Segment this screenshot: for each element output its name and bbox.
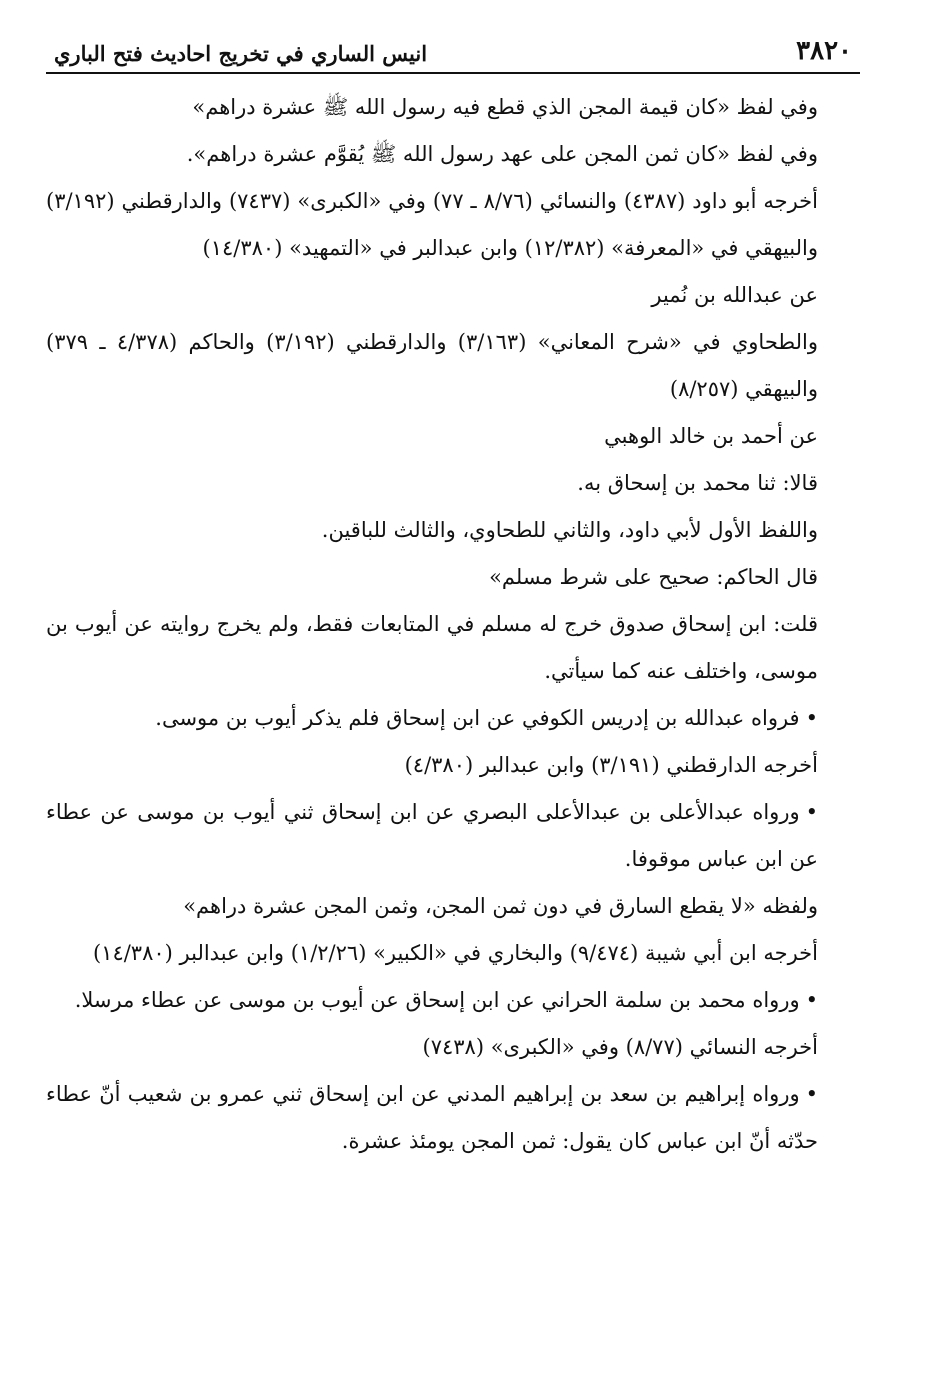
paragraph-text: أخرجه ابن أبي شيبة (٩/٤٧٤) والبخاري في «الكبير» (١/٢/٢٦) وابن عبدالبر (١٤/٣٨٠)	[92, 941, 818, 965]
paragraph	[46, 460, 860, 507]
bullet-icon: •	[805, 988, 818, 1012]
paragraph	[46, 272, 860, 319]
paragraph-text: قال الحاكم: صحيح على شرط مسلم»	[489, 565, 818, 589]
paragraph-text: وفي لفظ «كان ثمن المجن على عهد رسول الله ﷺ يُقوَّم عشرة دراهم».	[186, 142, 818, 166]
paragraph	[46, 554, 860, 601]
paragraph-text: قلت: ابن إسحاق صدوق خرج له مسلم في المتابعات فقط، ولم يخرج روايته عن أيوب بن موسى، واختلف عنه كما سيأتي.	[46, 612, 818, 683]
paragraph	[46, 131, 860, 178]
paragraph	[46, 178, 860, 272]
paragraph	[46, 883, 860, 930]
paragraph-text: ورواه محمد بن سلمة الحراني عن ابن إسحاق عن أيوب بن موسى عن عطاء مرسلا.	[74, 988, 800, 1012]
paragraph	[46, 930, 860, 977]
paragraph-text: ورواه إبراهيم بن سعد بن إبراهيم المدني عن ابن إسحاق ثني عمرو بن شعيب أنّ عطاء حدّثه أنّ ابن عباس كان يقول: ثمن المجن يومئذ عشرة.	[46, 1082, 818, 1153]
paragraph-text: قالا: ثنا محمد بن إسحاق به.	[577, 471, 818, 495]
bullet-icon: •	[805, 1082, 818, 1106]
page-number: ٣٨٢٠	[796, 36, 852, 66]
paragraph-text: وفي لفظ «كان قيمة المجن الذي قطع فيه رسول الله ﷺ عشرة دراهم»	[192, 95, 818, 119]
bullet-icon: •	[805, 800, 818, 824]
paragraph	[46, 507, 860, 554]
paragraph	[46, 84, 860, 131]
bullet-icon: •	[805, 706, 818, 730]
page-header	[46, 30, 860, 74]
paragraph-text: ولفظه «لا يقطع السارق في دون ثمن المجن، وثمن المجن عشرة دراهم»	[183, 894, 818, 918]
paragraph-text: والطحاوي في «شرح المعاني» (٣/١٦٣) والدارقطني (٣/١٩٢) والحاكم (٤/٣٧٨ ـ ٣٧٩) والبيهقي (٨/٢٥٧)	[46, 330, 818, 401]
paragraph	[46, 742, 860, 789]
paragraph	[46, 601, 860, 695]
paragraph	[46, 789, 860, 883]
paragraph-text: عن عبدالله بن نُمير	[651, 283, 818, 307]
paragraph-text: واللفظ الأول لأبي داود، والثاني للطحاوي، والثالث للباقين.	[321, 518, 818, 542]
paragraph-text: عن أحمد بن خالد الوهبي	[604, 424, 818, 448]
paragraph	[46, 1024, 860, 1071]
paragraph	[46, 695, 860, 742]
paragraph	[46, 977, 860, 1024]
paragraph	[46, 319, 860, 413]
paragraph-text: أخرجه النسائي (٨/٧٧) وفي «الكبرى» (٧٤٣٨)	[422, 1035, 818, 1059]
paragraph	[46, 1071, 860, 1165]
paragraph-text: ورواه عبدالأعلى بن عبدالأعلى البصري عن ابن إسحاق ثني أيوب بن موسى عن عطاء عن ابن عباس موقوفا.	[46, 800, 818, 871]
page-body	[46, 84, 860, 1165]
paragraph	[46, 413, 860, 460]
paragraph-text: فرواه عبدالله بن إدريس الكوفي عن ابن إسحاق فلم يذكر أيوب بن موسى.	[155, 706, 800, 730]
paragraph-text: أخرجه أبو داود (٤٣٨٧) والنسائي (٨/٧٦ ـ ٧٧) وفي «الكبرى» (٧٤٣٧) والدارقطني (٣/١٩٢) والبيهقي في «المعرفة» (١٢/٣٨٢) وابن عبدالبر في «التمهيد» (١٤/٣٨٠)	[46, 189, 818, 260]
paragraph-text: أخرجه الدارقطني (٣/١٩١) وابن عبدالبر (٤/٣٨٠)	[404, 753, 818, 777]
running-title: انيس الساري في تخريج احاديث فتح الباري	[54, 41, 428, 66]
